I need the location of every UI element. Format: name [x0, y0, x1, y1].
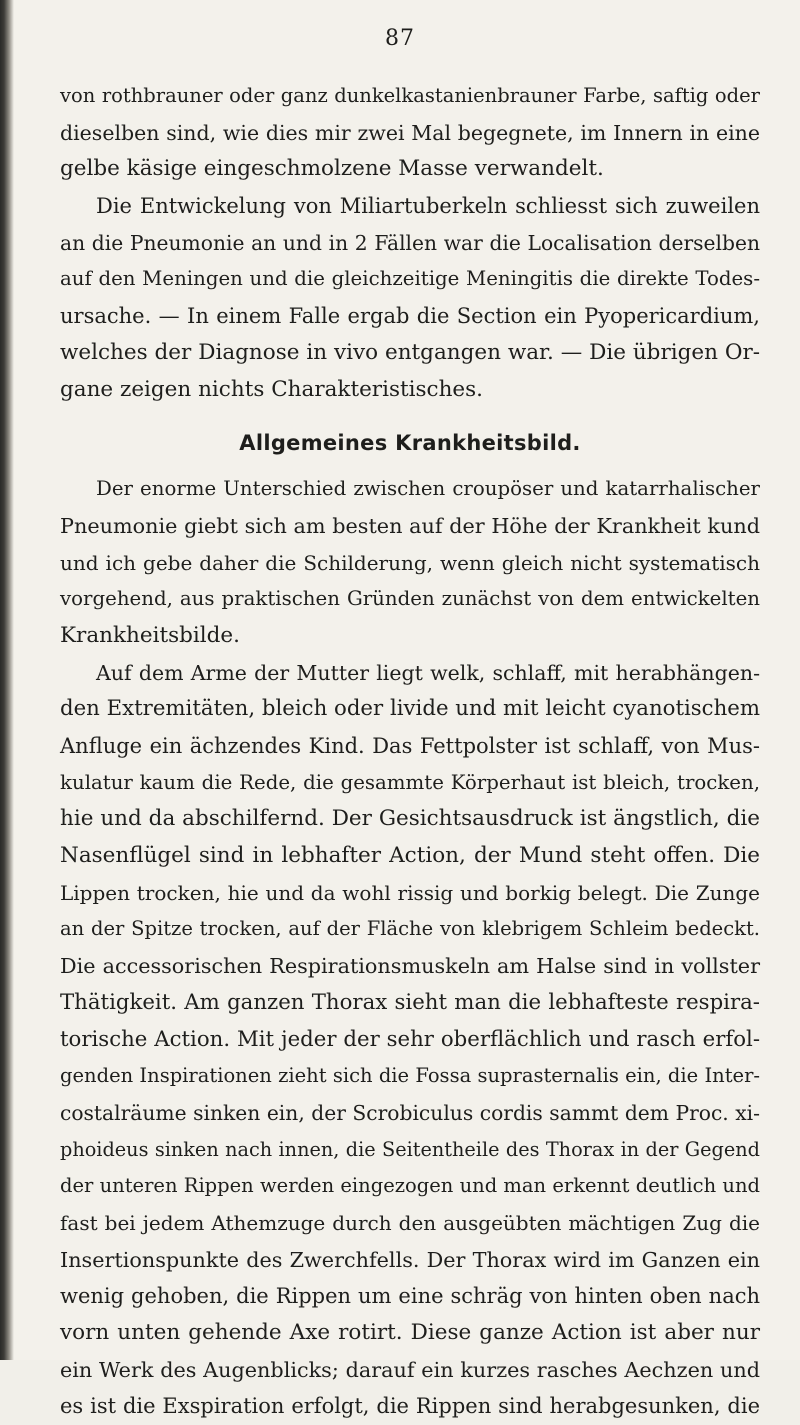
text-line: Nasenflügel sind in lebhafter Action, der Mund steht offen. Die — [60, 843, 760, 869]
text-line: der unteren Rippen werden eingezogen und man erkennt deutlich und — [60, 1174, 760, 1198]
text-line: gelbe käsige eingeschmolzene Masse verwandelt. — [60, 156, 604, 182]
text-line: wenig gehoben, die Rippen um eine schräg von hinten oben nach — [60, 1284, 760, 1309]
paragraph-unterschied — [60, 471, 760, 654]
text-line: ein Werk des Augenblicks; darauf ein kurzes rasches Aechzen und — [60, 1357, 760, 1382]
paragraph-continuation — [60, 78, 760, 188]
text-line: dieselben sind, wie dies mir zwei Mal begegnete, im Innern in eine — [60, 120, 760, 145]
text-line: hie und da abschilfernd. Der Gesichtsausdruck ist ängstlich, die — [60, 806, 760, 832]
text-line: Pneumonie giebt sich am besten auf der Höhe der Krankheit kund — [60, 513, 760, 538]
paragraph-miliartuberkel — [60, 188, 760, 408]
paragraph-krankheitsbild — [60, 655, 760, 1425]
section-heading: Allgemeines Krankheitsbild. — [239, 431, 581, 456]
text-line: den Extremitäten, bleich oder livide und mit leicht cyanotischem — [60, 696, 760, 722]
text-line: genden Inspirationen zieht sich die Fossa suprasternalis ein, die Inter- — [60, 1064, 760, 1088]
text-line: gane zeigen nichts Charakteristisches. — [60, 376, 484, 402]
text-line: vorn unten gehende Axe rotirt. Diese ganze Action ist aber nur — [60, 1320, 760, 1345]
text-line: vorgehend, aus praktischen Gründen zunächst von dem entwickelten — [60, 587, 760, 611]
text-line: es ist die Exspiration erfolgt, die Rippen sind herabgesunken, die — [60, 1394, 760, 1419]
text-line: an der Spitze trocken, auf der Fläche von klebrigem Schleim bedeckt. — [60, 917, 760, 941]
text-line: von rothbrauner oder ganz dunkelkastanienbrauner Farbe, saftig oder — [60, 84, 760, 107]
text-line: auf den Meningen und die gleichzeitige Meningitis die direkte Todes- — [60, 267, 760, 291]
text-line: Auf dem Arme der Mutter liegt welk, schlaff, mit herabhängen- — [96, 660, 760, 685]
text-line: phoideus sinken nach innen, die Seitentheile des Thorax in der Gegend — [60, 1137, 760, 1161]
text-line: costalräume sinken ein, der Scrobiculus cordis sammt dem Proc. xi- — [60, 1100, 760, 1125]
text-line: welches der Diagnose in vivo entgangen war. — Die übrigen Or- — [60, 339, 760, 365]
text-body — [60, 78, 760, 1425]
text-line: und ich gebe daher die Schilderung, wenn gleich nicht systematisch — [60, 550, 760, 575]
text-line: Thätigkeit. Am ganzen Thorax sieht man die lebhafteste respira- — [60, 989, 760, 1015]
binding-edge — [0, 0, 14, 1360]
text-line: Krankheitsbilde. — [60, 622, 240, 648]
text-line: fast bei jedem Athemzuge durch den ausgeübten mächtigen Zug die — [60, 1210, 760, 1235]
text-line: Der enorme Unterschied zwischen croupöser und katarrhalischer — [96, 477, 760, 501]
text-line: ursache. — In einem Falle ergab die Section ein Pyopericardium, — [60, 304, 760, 329]
text-line: an die Pneumonie an und in 2 Fällen war die Localisation derselben — [60, 230, 760, 255]
text-line: Die Entwickelung von Miliartuberkeln schliesst sich zuweilen — [96, 194, 760, 219]
text-line: torische Action. Mit jeder der sehr oberflächlich und rasch erfol- — [60, 1026, 760, 1052]
page-number: 87 — [385, 26, 415, 51]
text-line: Die accessorischen Respirationsmuskeln am Halse sind in vollster — [60, 954, 760, 979]
text-line: Anfluge ein ächzendes Kind. Das Fettpolster ist schlaff, von Mus- — [60, 734, 760, 758]
text-line: Lippen trocken, hie und da wohl rissig und borkig belegt. Die Zunge — [60, 880, 760, 905]
text-line: Insertionspunkte des Zwerchfells. Der Thorax wird im Ganzen ein — [60, 1247, 760, 1272]
text-line: kulatur kaum die Rede, die gesammte Körperhaut ist bleich, trocken, — [60, 770, 760, 794]
